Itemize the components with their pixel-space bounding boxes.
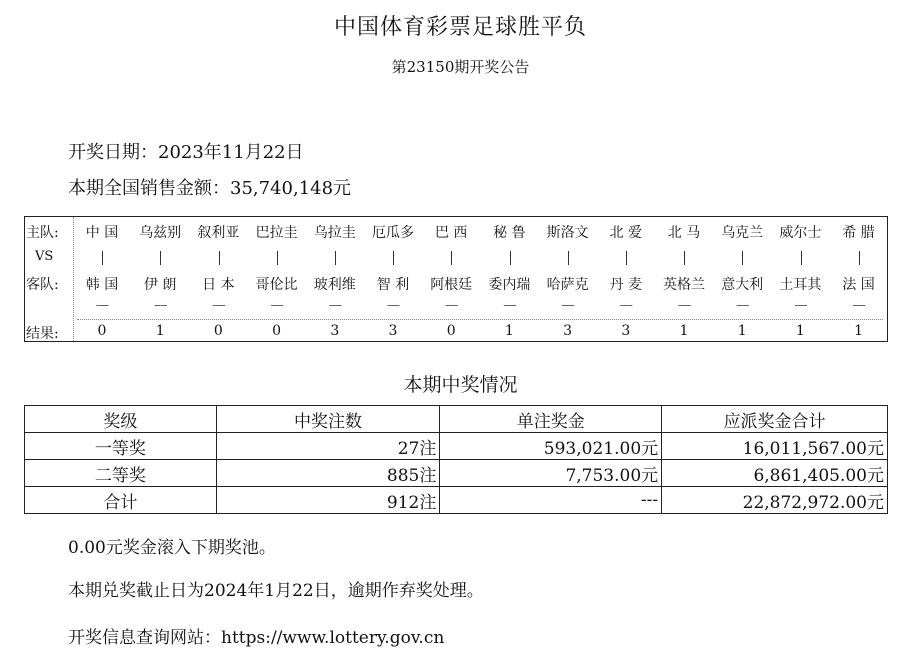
away-team: 土耳其 <box>779 277 822 293</box>
vs-separator <box>335 251 336 265</box>
match-result: 3 <box>388 323 398 339</box>
prize-level: 合计 <box>25 487 217 514</box>
score-placeholder: ---- <box>95 298 109 312</box>
home-team: 巴拉圭 <box>255 225 298 241</box>
score-placeholder: ---- <box>677 298 691 312</box>
score-placeholder: ---- <box>386 298 400 312</box>
prize-table-header <box>25 406 888 433</box>
home-team: 中 国 <box>85 225 119 241</box>
result-divider <box>77 319 883 320</box>
vs-separator <box>568 251 569 265</box>
winner-count: 27注 <box>216 433 440 460</box>
col-header-total-prize: 应派奖金合计 <box>662 406 888 433</box>
vs-separator <box>451 251 452 265</box>
vs-separator <box>859 251 860 265</box>
home-team: 希 腊 <box>842 225 875 241</box>
score-placeholder: ---- <box>619 298 632 312</box>
table-row <box>25 460 888 487</box>
match-result: 0 <box>446 323 456 339</box>
score-placeholder: ---- <box>328 298 341 312</box>
score-placeholder: ---- <box>154 298 167 312</box>
away-team: 英格兰 <box>663 277 705 293</box>
away-team: 丹 麦 <box>609 277 643 293</box>
home-team: 斯洛文 <box>546 225 589 241</box>
match-result: 1 <box>155 323 165 339</box>
match-result: 1 <box>795 323 805 339</box>
match-result: 1 <box>737 323 747 339</box>
away-team: 哈萨克 <box>546 277 589 293</box>
vs-separator <box>393 251 394 265</box>
match-result: 0 <box>97 323 107 339</box>
total-prize: 16,011,567.00元 <box>662 433 888 460</box>
winner-count: 885注 <box>216 460 440 487</box>
away-team: 日 本 <box>202 277 235 293</box>
vs-separator <box>684 251 685 265</box>
result-label: 结果: <box>26 326 59 342</box>
vs-separator <box>626 251 627 265</box>
away-team: 意大利 <box>721 277 764 293</box>
score-placeholder: ---- <box>852 298 865 312</box>
home-team: 北 爱 <box>609 225 643 241</box>
match-result: 3 <box>621 323 631 339</box>
draw-date: 开奖日期：2023年11月22日 <box>68 142 304 163</box>
total-prize: 22,872,972.00元 <box>662 487 888 514</box>
score-placeholder: ---- <box>561 298 574 312</box>
winner-count: 912注 <box>216 487 440 514</box>
total-prize: 6,861,405.00元 <box>662 460 888 487</box>
away-team: 韩 国 <box>85 277 119 293</box>
rollover-note: 0.00元奖金滚入下期奖池。 <box>68 538 276 558</box>
away-team: 阿根廷 <box>430 277 473 293</box>
unit-prize: 7,753.00元 <box>440 460 662 487</box>
away-team-label: 客队: <box>26 277 59 293</box>
score-placeholder: ---- <box>270 298 283 312</box>
table-row <box>25 487 888 514</box>
home-team: 厄瓜多 <box>372 225 414 241</box>
away-team: 智 利 <box>376 277 410 293</box>
match-result: 3 <box>330 323 340 339</box>
vs-separator <box>742 251 743 265</box>
unit-prize: 593,021.00元 <box>440 433 662 460</box>
deadline-note: 本期兑奖截止日为2024年1月22日，逾期作弃奖处理。 <box>68 581 484 601</box>
match-result: 1 <box>854 323 864 339</box>
home-team: 北 马 <box>667 225 701 241</box>
vs-label: VS <box>35 249 54 264</box>
match-results-panel <box>24 216 888 342</box>
match-result: 1 <box>679 323 689 339</box>
website-note: 开奖信息查询网站：https://www.lottery.gov.cn <box>68 628 445 648</box>
table-row <box>25 433 888 460</box>
score-placeholder: ---- <box>212 298 225 312</box>
prize-section-title: 本期中奖情况 <box>403 374 518 396</box>
score-placeholder: ---- <box>736 298 749 312</box>
match-result: 0 <box>272 323 282 339</box>
page-title: 中国体育彩票足球胜平负 <box>333 15 587 40</box>
home-team: 乌拉圭 <box>313 225 356 241</box>
col-header-unit-prize: 单注奖金 <box>440 406 662 433</box>
away-team: 哥伦比 <box>255 277 298 293</box>
score-placeholder: ---- <box>794 298 807 312</box>
away-team: 伊 朗 <box>143 277 177 293</box>
prize-level: 一等奖 <box>25 433 217 460</box>
away-team: 法 国 <box>842 277 875 293</box>
vs-separator <box>801 251 802 265</box>
home-team: 秘 鲁 <box>493 225 526 241</box>
vs-separator <box>277 251 278 265</box>
home-team: 乌兹别 <box>139 225 182 241</box>
home-team-label: 主队: <box>26 225 59 241</box>
prize-table <box>24 405 888 514</box>
score-placeholder: ---- <box>503 298 516 312</box>
issue-subtitle: 第23150期开奖公告 <box>391 58 530 76</box>
score-placeholder: ---- <box>445 298 458 312</box>
sales-amount: 本期全国销售金额：35,740,148元 <box>68 178 352 199</box>
home-team: 巴 西 <box>434 225 468 241</box>
col-header-winners: 中奖注数 <box>216 406 440 433</box>
home-team: 叙利亚 <box>197 225 240 241</box>
match-result: 3 <box>563 323 573 339</box>
home-team: 威尔士 <box>779 225 822 241</box>
col-header-level: 奖级 <box>25 406 217 433</box>
away-team: 委内瑞 <box>488 277 531 293</box>
vs-separator <box>510 251 511 265</box>
home-team: 乌克兰 <box>721 225 764 241</box>
vs-separator <box>102 251 103 265</box>
vs-separator <box>219 251 220 265</box>
away-team: 玻利维 <box>313 277 356 293</box>
prize-level: 二等奖 <box>25 460 217 487</box>
vs-separator <box>160 251 161 265</box>
match-result: 1 <box>504 323 514 339</box>
unit-prize: --- <box>440 487 662 514</box>
match-result: 0 <box>213 323 223 339</box>
